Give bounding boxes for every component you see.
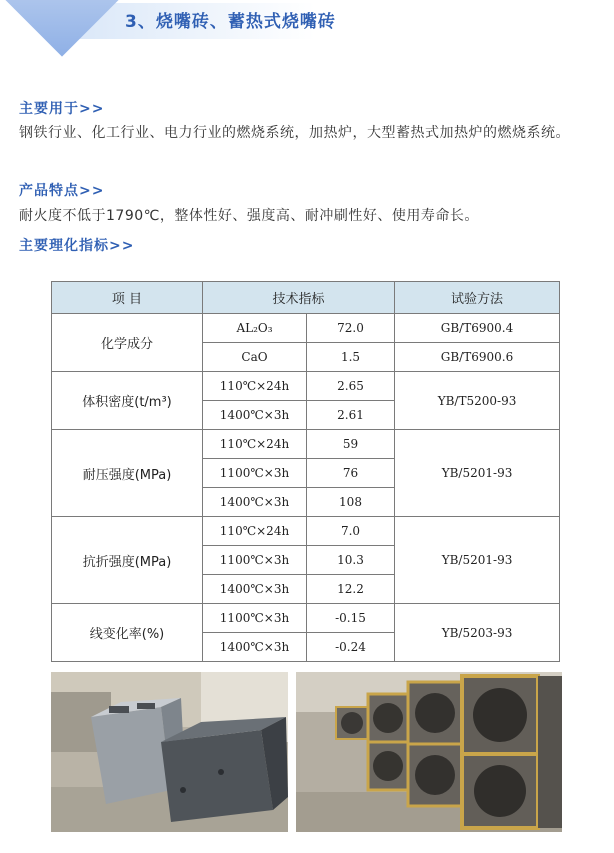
value-cell: 72.0 — [307, 314, 395, 343]
condition-cell: 1400℃×3h — [203, 401, 307, 430]
condition-cell: AL₂O₃ — [203, 314, 307, 343]
value-cell: 76 — [307, 459, 395, 488]
condition-cell: CaO — [203, 343, 307, 372]
item-cell: 化学成分 — [52, 314, 203, 372]
method-cell: GB/T6900.6 — [395, 343, 560, 372]
usage-text: 钢铁行业、化工行业、电力行业的燃烧系统，加热炉，大型蓄热式加热炉的燃烧系统。 — [19, 125, 570, 141]
value-cell: 2.65 — [307, 372, 395, 401]
value-cell: 108 — [307, 488, 395, 517]
value-cell: -0.15 — [307, 604, 395, 633]
section-header — [0, 0, 614, 50]
method-cell: YB/5201-93 — [395, 430, 560, 517]
method-cell: YB/T5200-93 — [395, 372, 560, 430]
item-cell: 耐压强度(MPa) — [52, 430, 203, 517]
condition-cell: 1100℃×3h — [203, 546, 307, 575]
table-row — [52, 314, 560, 343]
item-cell: 体积密度(t/m³) — [52, 372, 203, 430]
col-item-header: 项 目 — [52, 282, 203, 314]
item-cell: 抗折强度(MPa) — [52, 517, 203, 604]
condition-cell: 1100℃×3h — [203, 604, 307, 633]
table-row — [52, 430, 560, 459]
product-photo-left — [51, 672, 288, 832]
value-cell: 12.2 — [307, 575, 395, 604]
item-cell: 线变化率(%) — [52, 604, 203, 662]
method-cell: GB/T6900.4 — [395, 314, 560, 343]
method-cell: YB/5203-93 — [395, 604, 560, 662]
value-cell: 1.5 — [307, 343, 395, 372]
value-cell: 59 — [307, 430, 395, 459]
condition-cell: 1400℃×3h — [203, 488, 307, 517]
col-method-header: 试验方法 — [395, 282, 560, 314]
table-header-row — [52, 282, 560, 314]
method-cell: YB/5201-93 — [395, 517, 560, 604]
condition-cell: 1400℃×3h — [203, 633, 307, 662]
condition-cell: 1100℃×3h — [203, 459, 307, 488]
condition-cell: 1400℃×3h — [203, 575, 307, 604]
heading-specs: 主要理化指标>> — [19, 238, 135, 254]
page-title: 3、烧嘴砖、蓄热式烧嘴砖 — [125, 12, 336, 32]
condition-cell: 110℃×24h — [203, 430, 307, 459]
table-row — [52, 517, 560, 546]
product-photo-right — [296, 672, 562, 832]
heading-features: 产品特点>> — [19, 183, 105, 199]
table-row — [52, 372, 560, 401]
value-cell: 10.3 — [307, 546, 395, 575]
condition-cell: 110℃×24h — [203, 517, 307, 546]
condition-cell: 110℃×24h — [203, 372, 307, 401]
spec-table — [51, 281, 560, 662]
table-row — [52, 604, 560, 633]
col-spec-header: 技术指标 — [203, 282, 395, 314]
features-text: 耐火度不低于1790℃，整体性好、强度高、耐冲刷性好、使用寿命长。 — [19, 208, 479, 224]
value-cell: 7.0 — [307, 517, 395, 546]
value-cell: 2.61 — [307, 401, 395, 430]
value-cell: -0.24 — [307, 633, 395, 662]
heading-usage: 主要用于>> — [19, 101, 105, 117]
